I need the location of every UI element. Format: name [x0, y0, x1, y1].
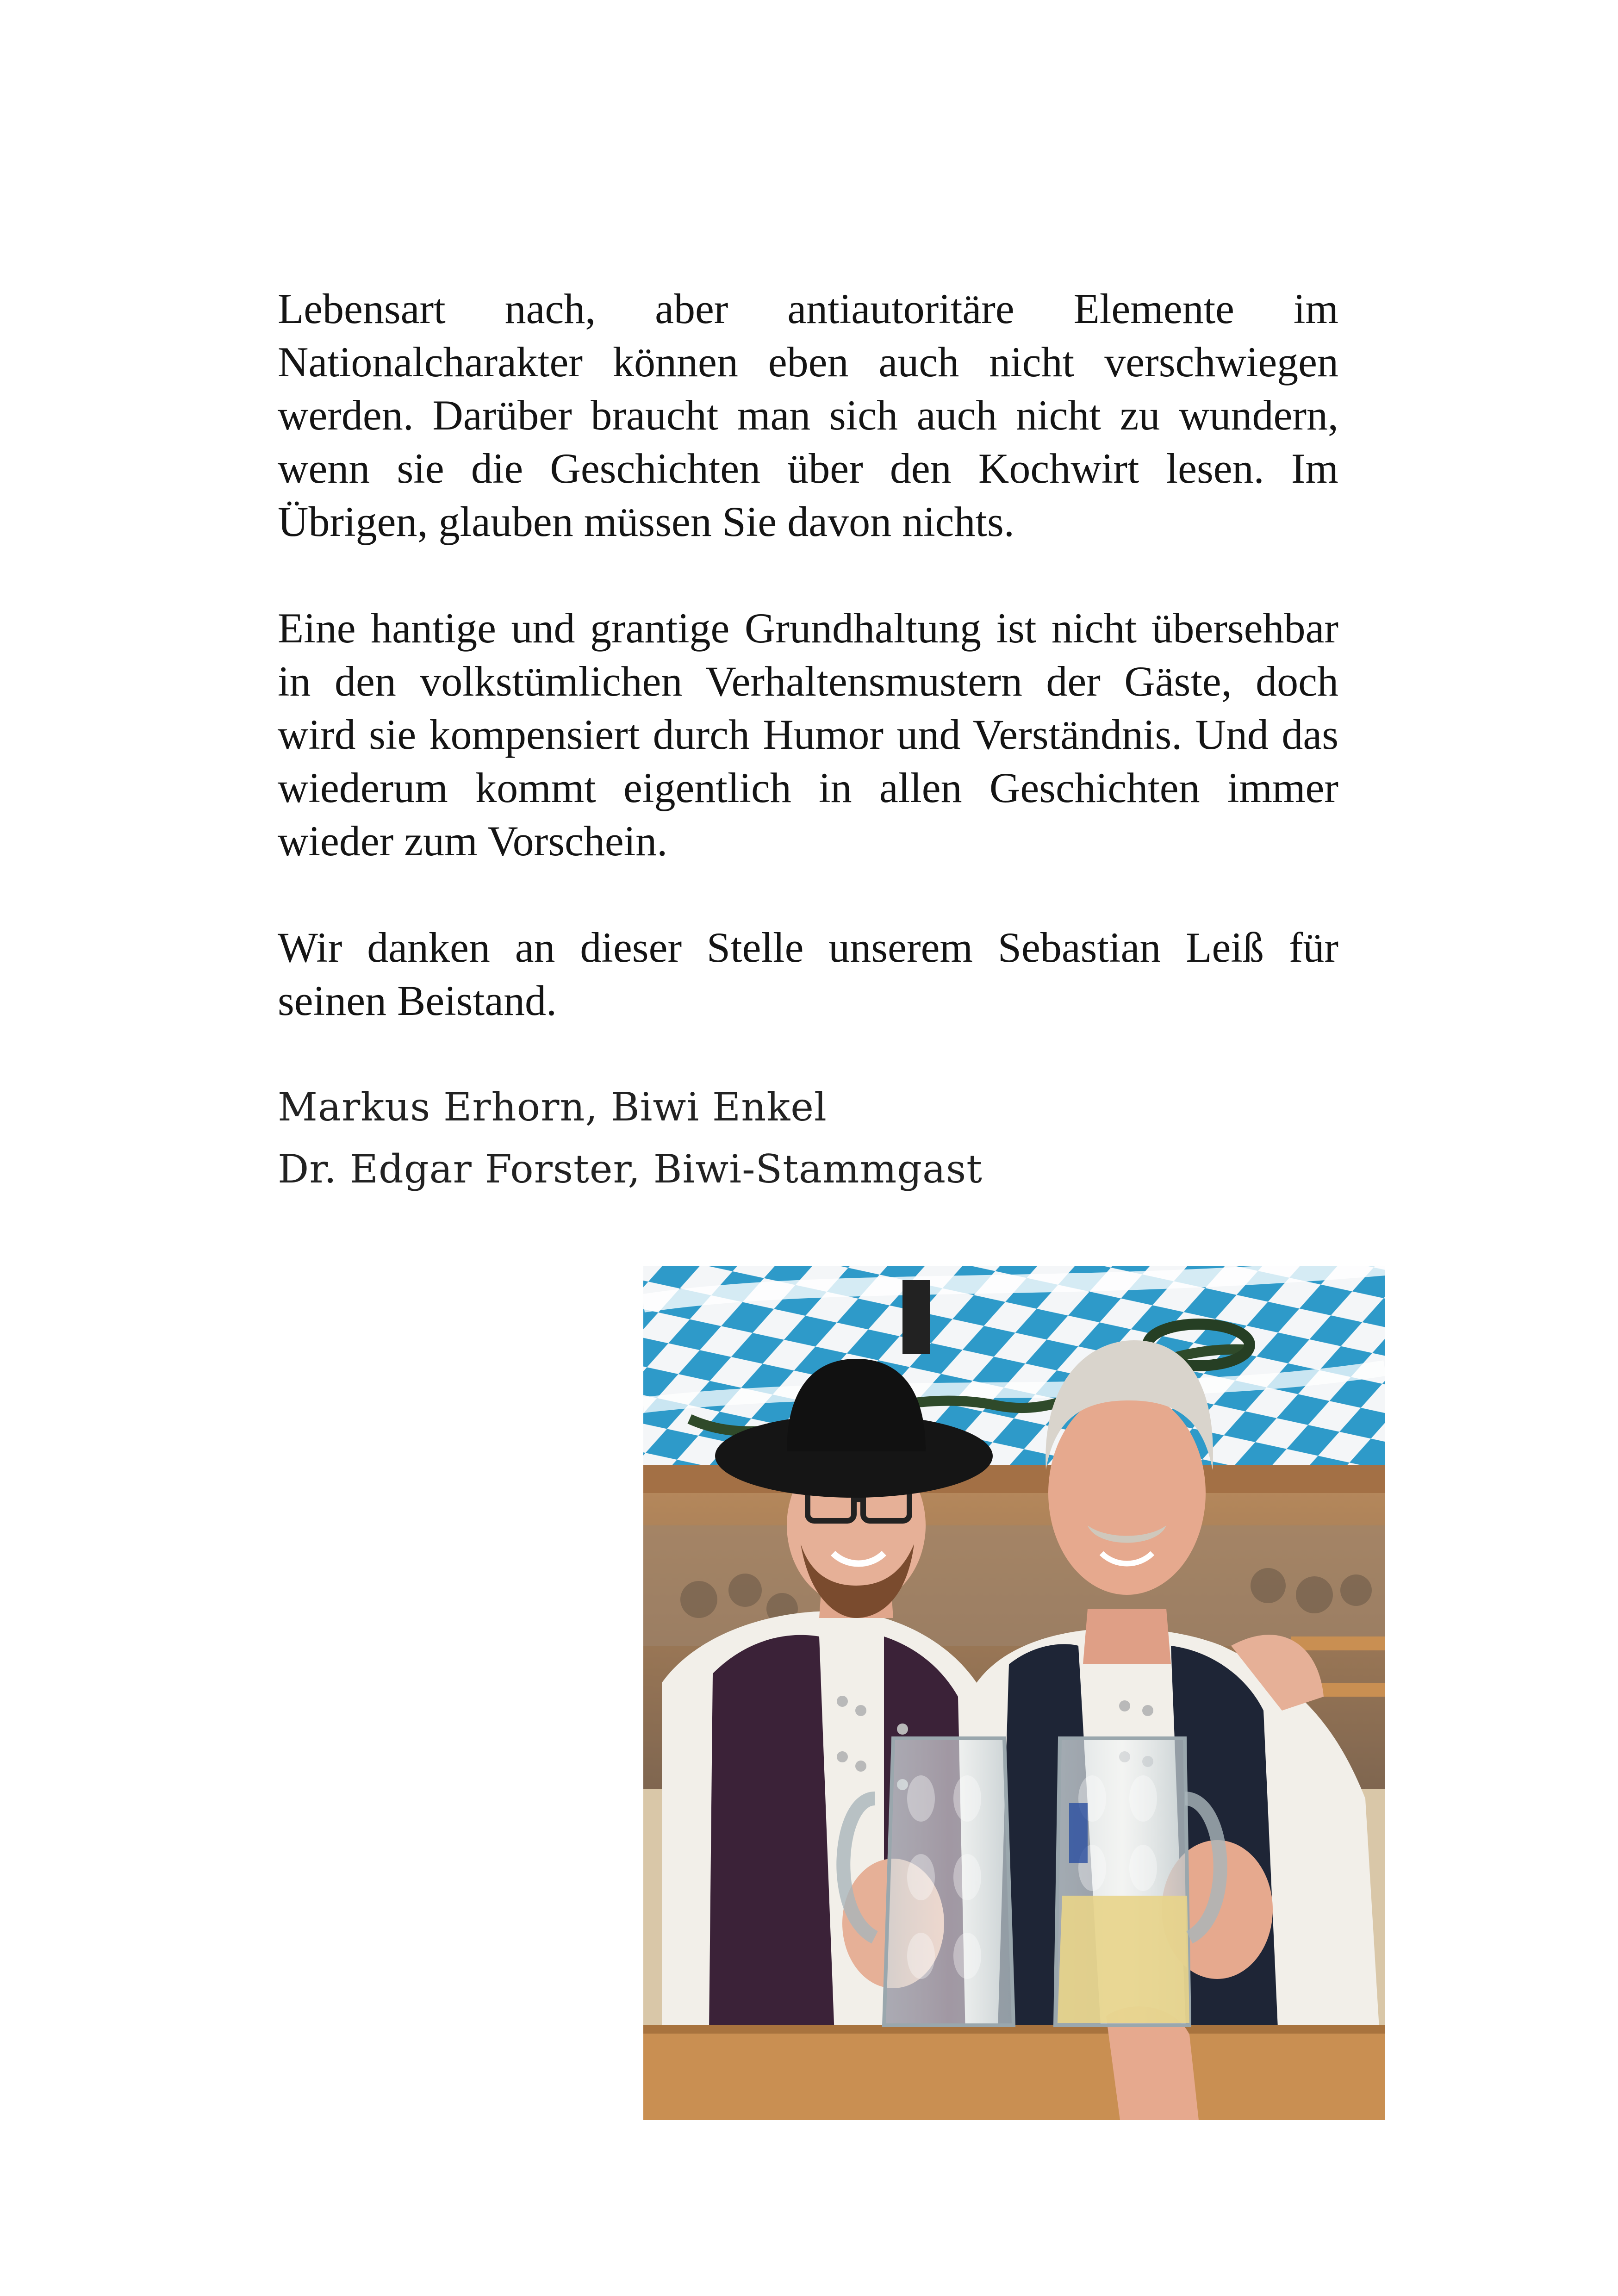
signature-block — [278, 1076, 1338, 1200]
paragraph-1: Lebensart nach, aber antiautoritäre Elemente im Nationalcharakter können eben auch nicht verschwiegen werden. Darüber braucht man sich auch nicht zu wundern, wenn sie die Geschichten über den Kochwirt lesen. Im Übrigen, glauben müssen Sie davon nichts. — [278, 285, 1338, 545]
paragraph-3: Wir danken an dieser Stelle unserem Sebastian Leiß für seinen Beistand. — [278, 924, 1338, 1024]
signature-line-2: Dr. Edgar Forster, Biwi-Stammgast — [278, 1146, 983, 1192]
signature-line-1: Markus Erhorn, Biwi Enkel — [278, 1084, 827, 1130]
paragraph-2: Eine hantige und grantige Grundhaltung ist nicht übersehbar in den volkstümlichen Verhaltensmustern der Gäste, doch wird sie kompensiert durch Humor und Verständnis. Und das wiederum kommt eigentlich in allen Geschichten immer wieder zum Vorschein. — [278, 604, 1338, 865]
photo-two-men-with-beer-mugs — [643, 1266, 1385, 2120]
photo-illustration — [643, 1266, 1385, 2120]
body-text — [278, 282, 1338, 1081]
